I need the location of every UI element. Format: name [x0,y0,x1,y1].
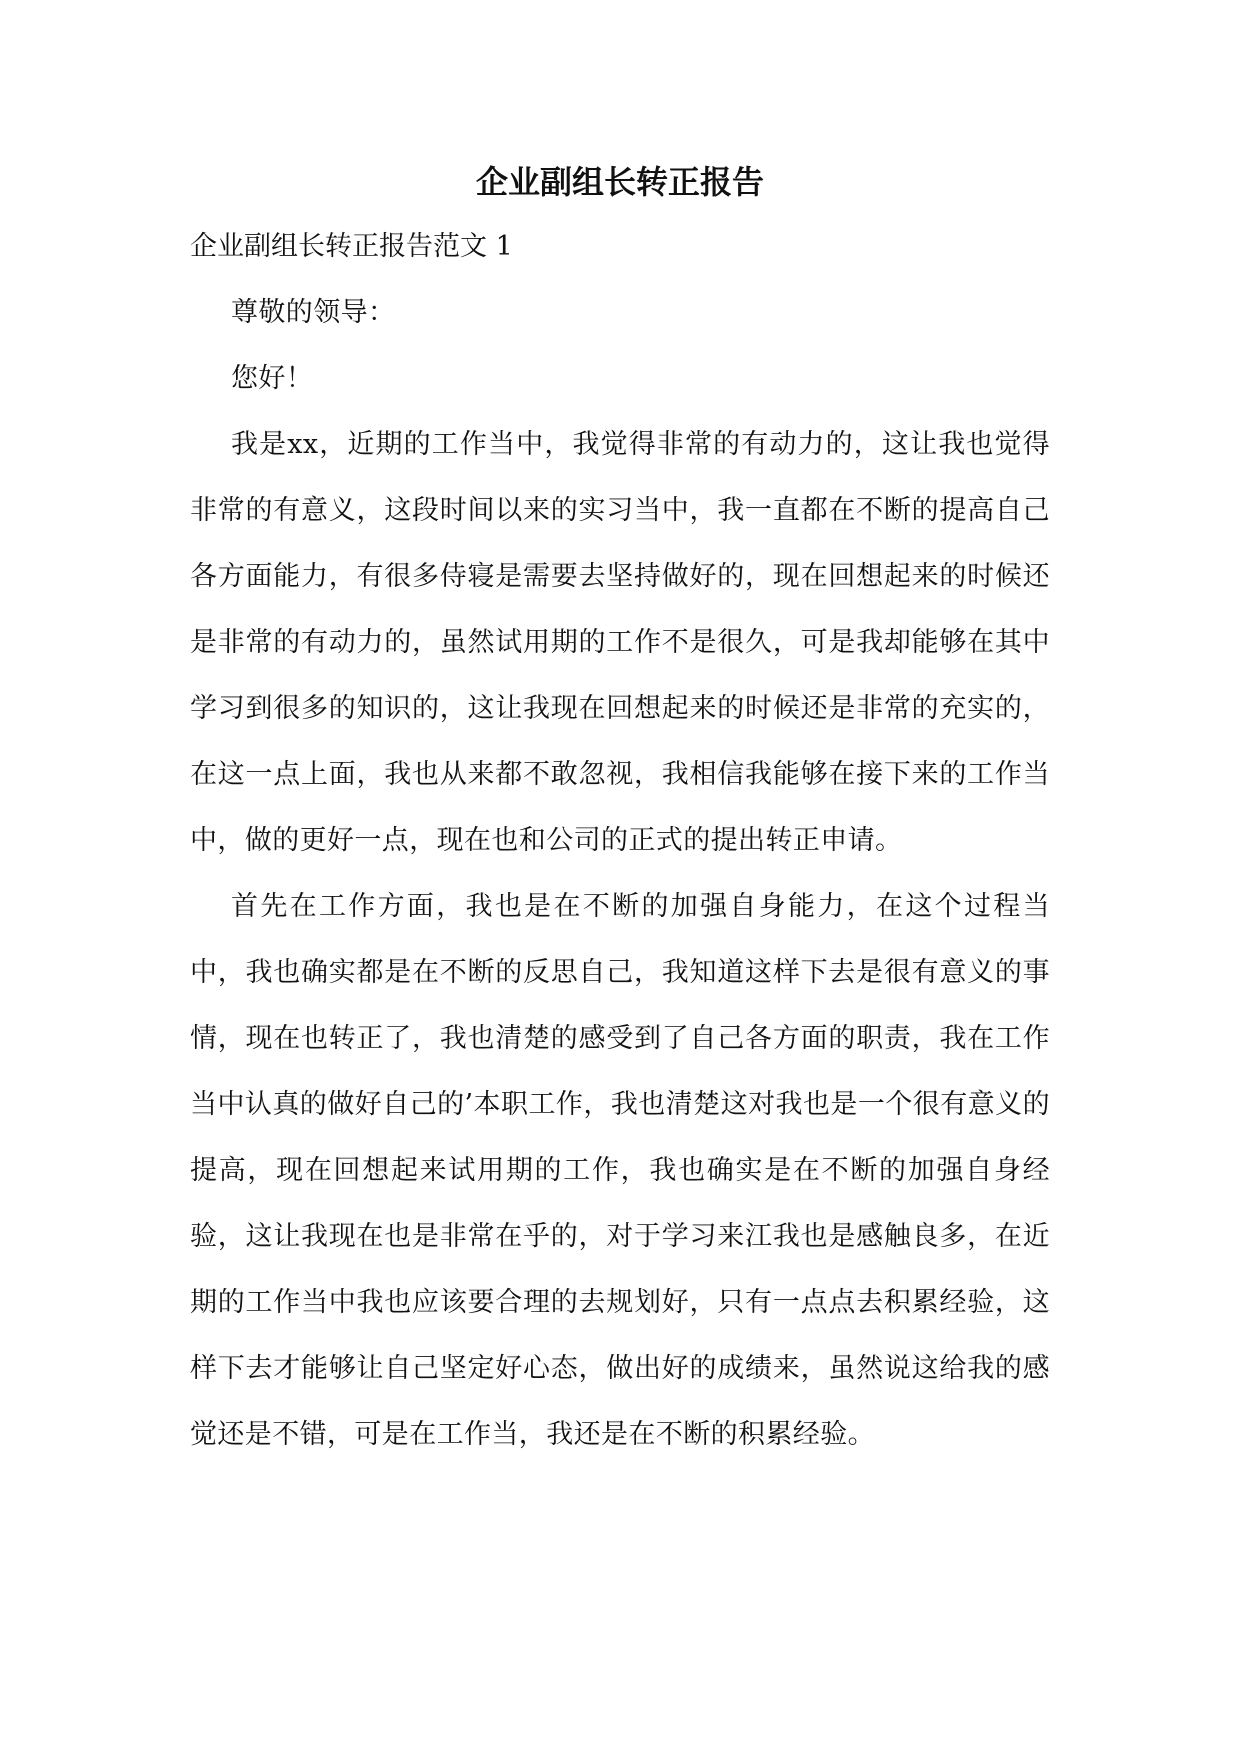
body-paragraph: 首先在工作方面，我也是在不断的加强自身能力，在这个过程当中，我也确实都是在不断的反思自己，我知道这样下去是很有意义的事情，现在也转正了，我也清楚的感受到了自己各方面的职责，我在工作当中认真的做好自己的’本职工作，我也清楚这对我也是一个很有意义的提高，现在回想起来试用期的工作，我也确实是在不断的加强自身经验，这让我现在也是非常在乎的，对于学习来江我也是感触良多，在近期的工作当中我也应该要合理的去规划好，只有一点点去积累经验，这样下去才能够让自己坚定好心态，做出好的成绩来，虽然说这给我的感觉还是不错，可是在工作当，我还是在不断的积累经验。 [190,891,1050,1450]
body-paragraph: 我是xx，近期的工作当中，我觉得非常的有动力的，这让我也觉得非常的有意义，这段时间以来的实习当中，我一直都在不断的提高自己各方面能力，有很多侍寝是需要去坚持做好的，现在回想起来的时候还是非常的有动力的，虽然试用期的工作不是很久，可是我却能够在其中学习到很多的知识的，这让我现在回想起来的时候还是非常的充实的，在这一点上面，我也从来都不敢忽视，我相信我能够在接下来的工作当中，做的更好一点，现在也和公司的正式的提出转正申请。 [190,429,1050,856]
salutation: 尊敬的领导： [231,297,396,328]
greeting: 您好！ [231,363,314,394]
document-title: 企业副组长转正报告 [475,163,764,201]
document-body [190,150,1050,1468]
document-subtitle: 企业副组长转正报告范文 1 [190,231,513,262]
